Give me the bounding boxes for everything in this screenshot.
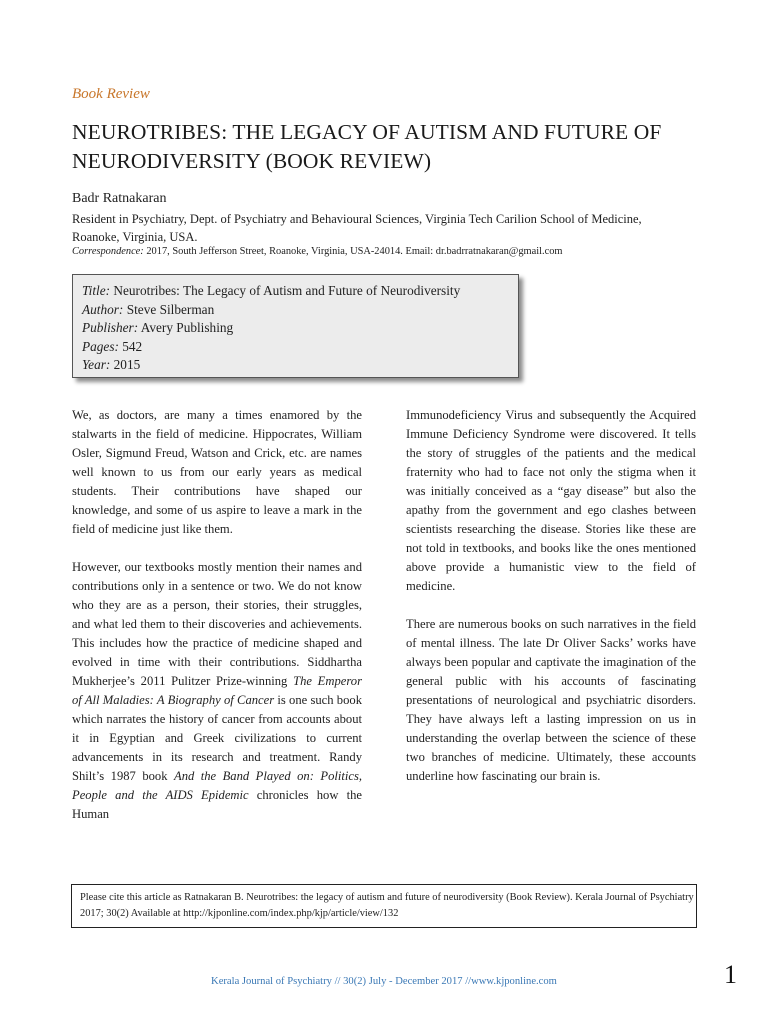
- book-pages-label: Pages:: [82, 338, 119, 354]
- footer-journal-info: Kerala Journal of Psychiatry // 30(2) July - December 2017 //www.kjponline.com: [211, 976, 557, 987]
- body-paragraph: [72, 558, 362, 824]
- book-title-band: And the Band Played on: Politics, People and the AIDS Epidemic: [72, 769, 362, 802]
- correspondence-text: 2017, South Jefferson Street, Roanoke, Virginia, USA-24014. Email: dr.badrratnakaran@gmail.com: [143, 246, 563, 257]
- correspondence-label: Correspondence:: [72, 246, 144, 257]
- section-label: Book Review: [72, 86, 150, 102]
- book-publisher-value: Avery Publishing: [138, 320, 234, 336]
- book-author-line: [82, 301, 518, 320]
- book-info-box: [72, 274, 519, 378]
- text-run: is one such book which narrates the history of cancer from accounts about it in Egyptian and Greek civilizations to current advancements in its research and treatment. Randy Shilt’s 1987 book: [72, 693, 362, 783]
- book-publisher-label: Publisher:: [82, 320, 139, 336]
- book-year-line: [82, 356, 518, 375]
- article-title: NEUROTRIBES: THE LEGACY OF AUTISM AND FUTURE OF NEURODIVERSITY (BOOK REVIEW): [72, 120, 662, 173]
- body-paragraph: There are numerous books on such narratives in the field of mental illness. The late Dr Oliver Sacks’ works have always been popular and captivate the imagination of the general public with his accounts of fascinating presentations of neurological and psychiatric disorders. They have always left a lasting impression on us in understanding the overlap between the science of these two branches of medicine. Ultimately, these accounts underline how fascinating our brain is.: [406, 617, 696, 783]
- book-publisher-line: [82, 319, 518, 338]
- author-affiliation: Resident in Psychiatry, Dept. of Psychiatry and Behavioural Sciences, Virginia Tech Carilion School of Medicine, Roanoke, Virginia, USA.: [72, 212, 642, 244]
- correspondence: [72, 246, 712, 257]
- book-year-value: 2015: [110, 357, 141, 373]
- book-year-label: Year:: [82, 357, 111, 373]
- body-column-left: [72, 406, 362, 843]
- body-column-right: [406, 406, 696, 805]
- book-pages-line: [82, 338, 518, 357]
- book-title-value: Neurotribes: The Legacy of Autism and Future of Neurodiversity: [110, 283, 461, 298]
- book-pages-value: 542: [118, 338, 143, 354]
- author-name: Badr Ratnakaran: [72, 191, 167, 206]
- book-title-label: Title:: [82, 283, 111, 298]
- text-run: However, our textbooks mostly mention their names and contributions only in a sentence or two. We do not know who they are as a person, their stories, their struggles, and what led them to their discoveries and achievements. This includes how the practice of medicine shaped and evolved in time with their contributions. Siddhartha Mukherjee’s 2011 Pulitzer Prize-winning: [72, 560, 362, 688]
- body-paragraph: Immunodeficiency Virus and subsequently the Acquired Immune Deficiency Syndrome were discovered. It tells the story of struggles of the patients and the medical fraternity who had to face not only the stigma when it was initially conceived as a “gay disease” but also the apathy from the government and ego clashes between scientists researching the disease. Stories like these are not told in textbooks, and books like the ones mentioned above provide a humanistic view to the field of medicine.: [406, 408, 696, 593]
- book-author-value: Steve Silberman: [123, 301, 215, 317]
- page-number: 1: [724, 960, 737, 989]
- book-title-emperor: The Emperor of All Maladies: A Biography of Cancer: [72, 674, 362, 707]
- body-paragraph: We, as doctors, are many a times enamored by the stalwarts in the field of medicine. Hippocrates, William Osler, Sigmund Freud, Watson and Crick, etc. are names well known to us from our early years as medical students. Their contributions have shaped our knowledge, and some of us aspire to leave a mark in the field of medicine just like them.: [72, 408, 362, 536]
- book-author-label: Author:: [82, 301, 124, 317]
- book-title-line: [82, 282, 518, 301]
- citation-box: Please cite this article as Ratnakaran B. Neurotribes: the legacy of autism and future of neurodiversity (Book Review). Kerala Journal of Psychiatry 2017; 30(2) Available at http://kjponline.com/index.php/kjp/article/view/132: [71, 884, 697, 928]
- text-run: chronicles how the Human: [72, 788, 362, 821]
